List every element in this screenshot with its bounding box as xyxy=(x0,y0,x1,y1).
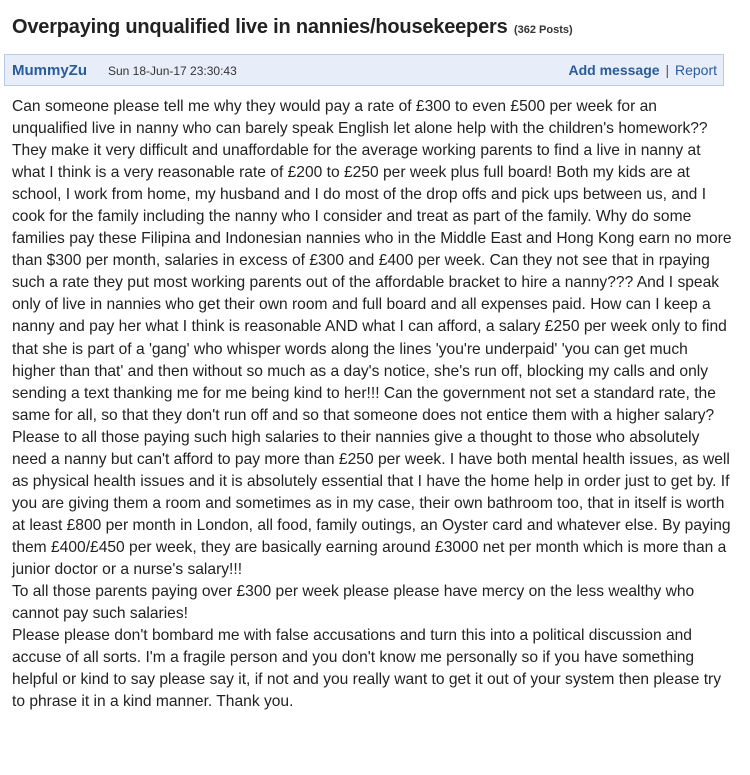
post-paragraph: Can someone please tell me why they would pay a rate of £300 to even £500 per week for an unqualified live in nanny who can barely speak English let alone help with the children's homework?? They make it very difficult and unaffordable for the average working parents to find a live in nanny at what I think is a very reasonable rate of £200 to £250 per week plus full board! Both my kids are at school, I work from home, my husband and I do most of the drop offs and pick ups between us, and I cook for the family including the nanny who I consider and treat as part of the family. Why do some families pay these Filipina and Indonesian nannies who in the Middle East and Hong Kong earn no more than $300 per month, salaries in excess of £300 and £400 per week. Can they not see that in rpaying such a rate they put most working parents out of the affordable bracket to hire a nanny??? And I speak only of live in nannies who get their own room and full board and all expenses paid. How can I keep a nanny and pay her what I think is reasonable AND what I can afford, a salary £250 per week only to find that she is part of a 'gang' who whisper words along the lines 'you're underpaid' 'you can get much higher than that' and then without so much as a day's notice, she's run off, blocking my calls and only sending a text thanking me for me being kind to her!!! Can the government not set a standard rate, the same for all, so that they don't run off and so that someone does not entice them with a higher salary? xyxy=(12,98,732,424)
action-separator: | xyxy=(665,62,670,78)
post-count: (362 Posts) xyxy=(513,24,573,36)
post-paragraph: Please please don't bombard me with false accusations and turn this into a political discussion and accuse of all sorts. I'm a fragile person and you don't know me personally so if you have something helpful or kind to say please say it, if not and you really want to get it out of your system then please try to phrase it in a kind manner. Thank you. xyxy=(12,627,722,711)
author-name[interactable]: MummyZu xyxy=(12,62,87,79)
add-message-link[interactable]: Add message xyxy=(568,62,660,78)
post-paragraph: To all those parents paying over £300 per week please please have mercy on the less wealthy who cannot pay such salaries! xyxy=(12,583,695,623)
post-body xyxy=(12,96,734,713)
report-link[interactable]: Report xyxy=(674,62,717,78)
post-paragraph: Please to all those paying such high salaries to their nannies give a thought to those who absolutely need a nanny but can't afford to pay more than £250 per week. I have both mental health issues, as well as physical health issues and it is absolutely essential that I have the home help in order just to get by. If you are giving them a room and sometimes as in my case, their own bathroom too, that in itself is worth at least £800 per month in London, all food, family outings, an Oyster card and whatever else. By paying them £400/£450 per week, they are basically earning around £3000 net per month which is more than a junior doctor or a nurse's salary!!! xyxy=(12,428,731,578)
post-meta-bar xyxy=(4,54,724,86)
post-actions xyxy=(569,62,718,78)
post-date: Sun 18-Jun-17 23:30:43 xyxy=(108,64,237,78)
thread-header xyxy=(12,16,738,39)
thread-title: Overpaying unqualified live in nannies/housekeepers xyxy=(12,16,508,38)
